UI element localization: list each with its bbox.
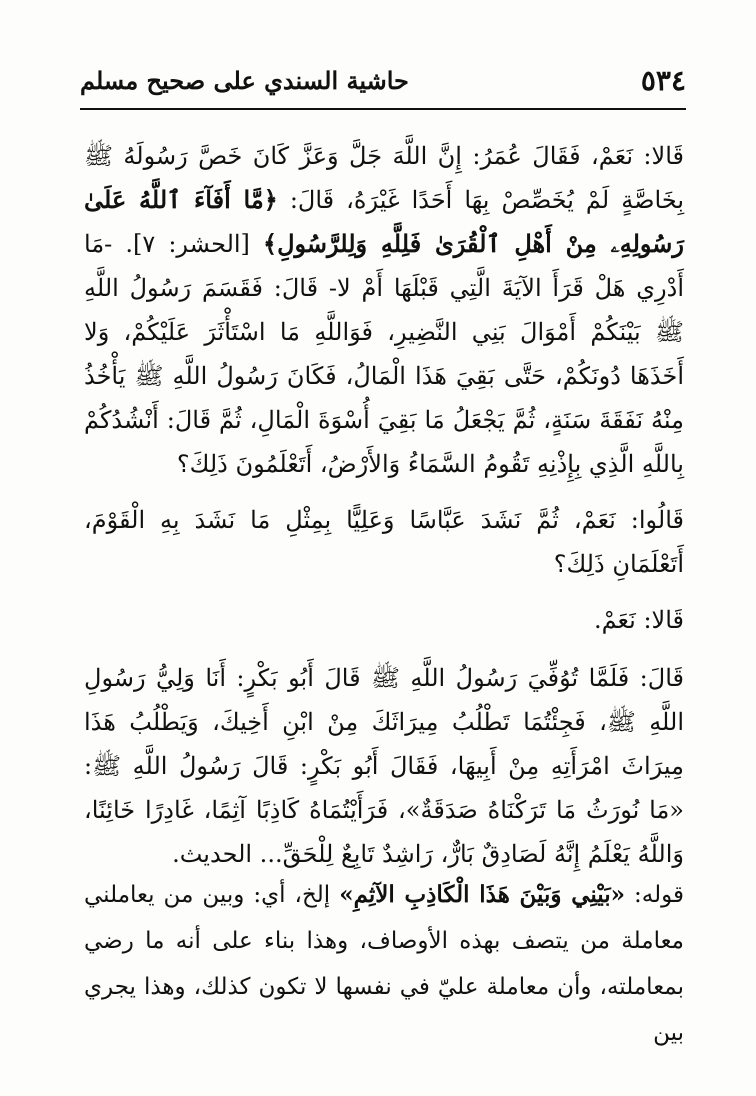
header-divider [80,108,686,110]
hadith-text [84,134,684,888]
commentary-paragraph [84,872,684,1056]
running-title: حاشية السندي على صحيح مسلم [80,66,409,95]
hadith-p1-before-verse: قَالا: نَعَمْ، فَقَالَ عُمَرُ: إِنَّ اللَّهَ جَلَّ وَعَزَّ كَانَ خَصَّ رَسُولَهُ ﷺ بِخَاصَّةٍ لَمْ يُخَصِّصْ بِهَا أَحَدًا غَيْرَهُ، قَالَ: [84,142,685,214]
quran-verse: ﴿مَّا أَفَآءَ ٱللَّهُ عَلَىٰ رَسُولِهِۦ مِنْ أَهْلِ ٱلْقُرَىٰ فَلِلَّهِ وَلِلرَّسُولِ﴾ [84,185,684,258]
page-number: ٥٣٤ [640,64,686,97]
hadith-paragraph-2: قَالُوا: نَعَمْ، ثُمَّ نَشَدَ عَبَّاسًا وَعَلِيًّا بِمِثْلِ مَا نَشَدَ بِهِ الْقَوْمَ، أَتَعْلَمَانِ ذَلِكَ؟ [84,506,685,578]
hadith-paragraph-4: قَالَ: فَلَمَّا تُوُفِّيَ رَسُولُ اللَّهِ ﷺ قَالَ أَبُو بَكْرٍ: أَنَا وَلِيُّ رَسُولِ اللَّهِ ﷺ، فَجِئْتُمَا تَطْلُبُ مِيرَاثَكَ مِنْ ابْنِ أَخِيكَ، وَيَطْلُبُ هَذَا مِيرَاثَ امْرَأَتِهِ مِنْ أَبِيهَا، فَقَالَ أَبُو بَكْرٍ: قَالَ رَسُولُ اللَّهِ ﷺ: «مَا نُورَثُ مَا تَرَكْنَاهُ صَدَقَةٌ»، فَرَأَيْتُمَاهُ كَاذِبًا آثِمًا، غَادِرًا خَائِنًا، وَاللَّهُ يَعْلَمُ إِنَّهُ لَصَادِقٌ بَارٌّ، رَاشِدٌ تَابِعٌ لِلْحَقِّ... الحديث. [84,664,684,868]
commentary-lemma: «بَيْنِي وَبَيْنَ هَذَا الْكَاذِبِ الآثِمِ» [339,881,626,908]
hadith-paragraph-3: قَالا: نَعَمْ. [593,606,684,634]
page-header [80,62,686,106]
commentary-body: إلخ، أي: وبين من يعاملني معاملة من يتصف بهذه الأوصاف، وهذا بناء على أنه ما رضي بمعاملته، وأن معاملة عليّ في نفسها لا تكون كذلك، وهذا يجري بين [84,882,684,1046]
commentary-intro: قوله: [625,882,685,908]
commentary-text [84,872,684,1056]
hadith-paragraph-1 [84,134,684,486]
hadith-p1-after-verse: [الحشر: ٧]. -مَا أَدْرِي هَلْ قَرَأَ الآيَةَ الَّتِي قَبْلَهَا أَمْ لا- قَالَ: فَقَسَمَ رَسُولُ اللَّهِ ﷺ بَيْنَكُمْ أَمْوَالَ بَنِي النَّضِيرِ، فَوَاللَّهِ مَا اسْتَأْثَرَ عَلَيْكُمْ، وَلا أَخَذَهَا دُونَكُمْ، حَتَّى بَقِيَ هَذَا الْمَالُ، فَكَانَ رَسُولُ اللَّهِ ﷺ يَأْخُذُ مِنْهُ نَفَقَةَ سَنَةٍ، ثُمَّ يَجْعَلُ مَا بَقِيَ أُسْوَةَ الْمَالِ، ثُمَّ قَالَ: أَنْشُدُكُمْ بِاللَّهِ الَّذِي بِإِذْنِهِ تَقُومُ السَّمَاءُ وَالأَرْضُ، أَتَعْلَمُونَ ذَلِكَ؟ [84,230,684,478]
